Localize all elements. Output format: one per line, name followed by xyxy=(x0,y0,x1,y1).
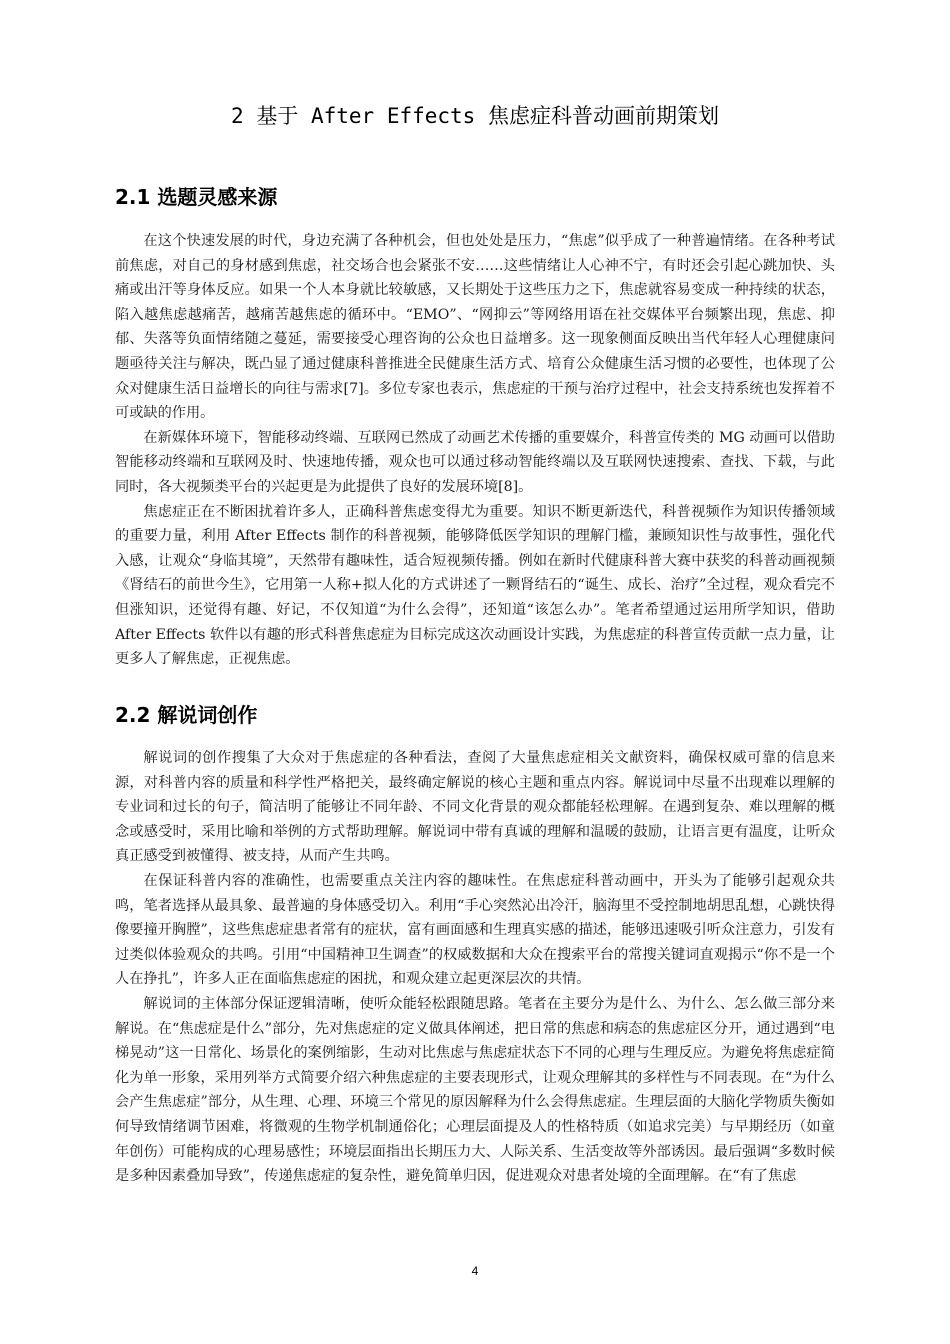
paragraph: 在保证科普内容的准确性，也需要重点关注内容的趣味性。在焦虑症科普动画中，开头为了能够引起观众共鸣，笔者选择从最具象、最普遍的身体感受切入。利用“手心突然沁出冷汗，脑海里不受控制地胡思乱想，心跳快得像要撞开胸膛”，这些焦虑症患者常有的症状，富有画面感和生理真实感的描述，能够迅速吸引听众注意力，引发有过类似体验观众的共鸣。引用“中国精神卫生调查”的权威数据和大众在搜索平台的常搜关键词直观揭示“你不是一个人在挣扎”，许多人正在面临焦虑症的困扰，和观众建立起更深层次的共情。 xyxy=(115,872,835,988)
paragraph: 解说词的创作搜集了大众对于焦虑症的各种看法，查阅了大量焦虑症相关文献资料，确保权威可靠的信息来源，对科普内容的质量和科学性严格把关，最终确定解说的核心主题和重点内容。解说词中尽量不出现难以理解的专业词和过长的句子，简洁明了能够让不同年龄、不同文化背景的观众都能轻松理解。在遇到复杂、难以理解的概念或感受时，采用比喻和举例的方式帮助理解。解说词中带有真诚的理解和温暖的鼓励，让语言更有温度，让听众真正感受到被懂得、被支持，从而产生共鸣。 xyxy=(115,750,835,865)
section-heading-2-1: 2.1 选题灵感来源 xyxy=(115,185,278,209)
paragraph: 在新媒体环境下，智能移动终端、互联网已然成了动画艺术传播的重要媒介，科普宣传类的 MG 动画可以借助智能移动终端和互联网及时、快速地传播，观众也可以通过移动智能终端以及互联网快速搜索、查找、下载，与此同时，各大视频类平台的兴起更是为此提供了良好的发展环境[8]。 xyxy=(115,429,835,495)
chapter-title: 2 基于 After Effects 焦虑症科普动画前期策划 xyxy=(231,104,719,128)
paragraph: 在这个快速发展的时代，身边充满了各种机会，但也处处是压力，“焦虑”似乎成了一种普遍情绪。在各种考试前焦虑，对自己的身材感到焦虑，社交场合也会紧张不安……这些情绪让人心神不宁，有时还会引起心跳加快、头痛或出汗等身体反应。如果一个人本身就比较敏感，又长期处于这些压力之下，焦虑就容易变成一种持续的状态，陷入越焦虑越痛苦，越痛苦越焦虑的循环中。“EMO”、“网抑云”等网络用语在社交媒体平台频繁出现，焦虑、抑郁、失落等负面情绪随之蔓延，需要接受心理咨询的公众也日益增多。这一现象侧面反映出当代年轻人心理健康问题亟待关注与解决，既凸显了通过健康科普推进全民健康生活方式、培育公众健康生活习惯的必要性，也体现了公众对健康生活日益增长的向往与需求[7]。多位专家也表示，焦虑症的干预与治疗过程中，社会支持系统也发挥着不可或缺的作用。 xyxy=(115,233,835,422)
section-body-2-1 xyxy=(115,229,835,672)
section-body-2-2 xyxy=(115,746,835,1189)
paragraph: 焦虑症正在不断困扰着许多人，正确科普焦虑变得尤为重要。知识不断更新迭代，科普视频作为知识传播领域的重要力量，利用 After Effects 制作的科普视频，能够降低医学知识的理解门槛，兼顾知识性与故事性，强化代入感，让观众“身临其境”，天然带有趣味性，适合短视频传播。例如在新时代健康科普大赛中获奖的科普动画视频《肾结石的前世今生》，它用第一人称+拟人化的方式讲述了一颗肾结石的“诞生、成长、治疗”全过程，观众看完不但涨知识，还觉得有趣、好记，不仅知道“为什么会得”，还知道“该怎么办”。笔者希望通过运用所学知识，借助 After Effects 软件以有趣的形式科普焦虑症为目标完成这次动画设计实践，为焦虑症的科普宣传贡献一点力量，让更多人了解焦虑，正视焦虑。 xyxy=(115,503,835,668)
paragraph: 解说词的主体部分保证逻辑清晰，使听众能轻松跟随思路。笔者在主要分为是什么、为什么、怎么做三部分来解说。在“焦虑症是什么”部分，先对焦虑症的定义做具体阐述，把日常的焦虑和病态的焦虑症区分开，通过遇到“电梯晃动”这一日常化、场景化的案例缩影，生动对比焦虑与焦虑症状态下不同的心理与生理反应。为避免将焦虑症简化为单一形象，采用列举方式简要介绍六种焦虑症的主要表现形式，让观众理解其的多样性与不同表现。在“为什么会产生焦虑症”部分，从生理、心理、环境三个常见的原因解释为什么会得焦虑症。生理层面的大脑化学物质失衡如何导致情绪调节困难，将微观的生物学机制通俗化；心理层面提及人的性格特质（如追求完美）与早期经历（如童年创伤）可能构成的心理易感性；环境层面指出长期压力大、人际关系、生活变故等外部诱因。最后强调“多数时候是多种因素叠加导致”，传递焦虑症的复杂性，避免简单归因，促进观众对患者处境的全面理解。在“有了焦虑 xyxy=(115,995,835,1185)
section-heading-2-2: 2.2 解说词创作 xyxy=(115,703,258,727)
page-number: 4 xyxy=(471,1264,479,1278)
